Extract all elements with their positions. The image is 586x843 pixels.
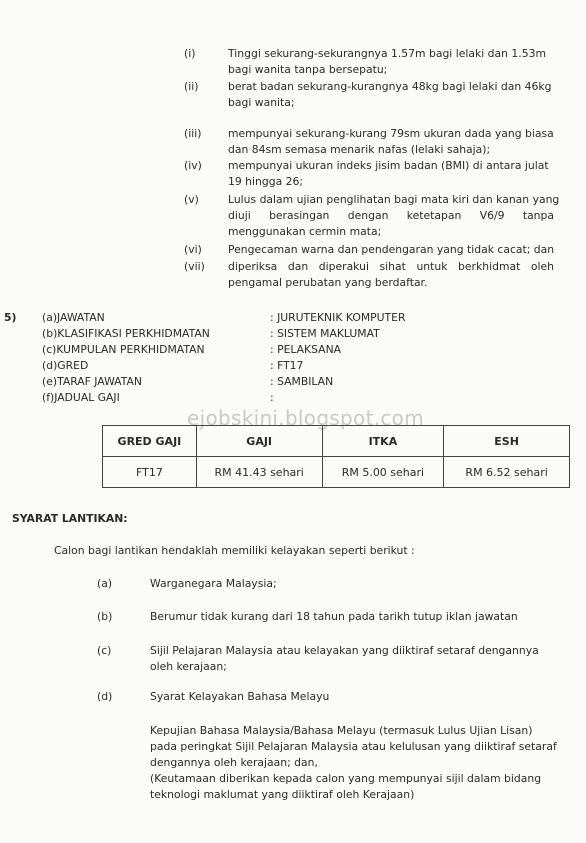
job-field-value: : FT17: [270, 359, 304, 372]
item-number: (b): [97, 610, 113, 623]
item-text-line: Pengecaman warna dan pendengaran yang tidak cacat; dan: [228, 243, 555, 256]
table-header-cell: GRED GAJI: [103, 426, 197, 457]
item-text-line: mempunyai ukuran indeks jisim badan (BMI) di antara julat: [228, 159, 549, 172]
job-field-value: :: [270, 391, 274, 404]
item-number: (iii): [184, 127, 202, 140]
job-field-value: : JURUTEKNIK KOMPUTER: [270, 311, 406, 324]
item-text-line: bagi wanita tanpa bersepatu;: [228, 63, 388, 76]
job-field-value: : SISTEM MAKLUMAT: [270, 327, 380, 340]
job-field-label: (c)KUMPULAN PERKHIDMATAN: [42, 343, 205, 356]
item-text-line: Sijil Pelajaran Malaysia atau kelayakan yang diiktiraf setaraf dengannya: [150, 644, 539, 657]
item-number: (iv): [184, 159, 202, 172]
job-field-label: (e)TARAF JAWATAN: [42, 375, 142, 388]
item-text-line: dan 84sm semasa menarik nafas (lelaki sahaja);: [228, 143, 491, 156]
table-header-row: [103, 426, 570, 457]
item-text-line: bagi wanita;: [228, 96, 295, 109]
item-text-line: Warganegara Malaysia;: [150, 577, 277, 590]
job-field-value: : PELAKSANA: [270, 343, 342, 356]
bm-requirement-line: Kepujian Bahasa Malaysia/Bahasa Melayu (termasuk Lulus Ujian Lisan): [150, 724, 533, 737]
intro-text: Calon bagi lantikan hendaklah memiliki kelayakan seperti berikut :: [54, 544, 415, 557]
item-number: (v): [184, 193, 199, 206]
table-cell: RM 6.52 sehari: [444, 457, 570, 488]
item-number: (vii): [184, 260, 205, 273]
bm-requirement-line: dengannya oleh kerajaan; dan,: [150, 756, 318, 769]
salary-table: [102, 425, 570, 488]
item-number: (ii): [184, 80, 199, 93]
table-header-cell: GAJI: [196, 426, 322, 457]
item-text-line: menggunakan cermin mata;: [228, 225, 382, 238]
item-number: (vi): [184, 243, 202, 256]
table-cell: FT17: [103, 457, 197, 488]
item-text-line: diperiksa dan diperakui sihat untuk berkhidmat oleh: [228, 260, 554, 273]
item-text-line: Tinggi sekurang-sekurangnya 1.57m bagi lelaki dan 1.53m: [228, 47, 546, 60]
bm-requirement-line: (Keutamaan diberikan kepada calon yang mempunyai sijil dalam bidang: [150, 772, 542, 785]
job-field-label: (f)JADUAL GAJI: [42, 391, 120, 404]
bm-requirement-line: pada peringkat Sijil Pelajaran Malaysia atau kelulusan yang diiktiraf setaraf: [150, 740, 557, 753]
item-text-line: 19 hingga 26;: [228, 175, 303, 188]
watermark: ejobskini.blogspot.com: [187, 406, 424, 430]
item-text-line: Lulus dalam ujian penglihatan bagi mata kiri dan kanan yang: [228, 193, 560, 206]
job-field-label: (d)GRED: [42, 359, 89, 372]
item-number: (i): [184, 47, 196, 60]
job-field-label: (a)JAWATAN: [42, 311, 105, 324]
section-heading: SYARAT LANTIKAN:: [12, 512, 128, 525]
item-text-line: pengamal perubatan yang berdaftar.: [228, 276, 428, 289]
item-text-line: diuji berasingan dengan ketetapan V6/9 tanpa: [228, 209, 554, 222]
table-cell: RM 41.43 sehari: [196, 457, 322, 488]
item-text-line: Berumur tidak kurang dari 18 tahun pada tarikh tutup iklan jawatan: [150, 610, 518, 623]
table-header-cell: ESH: [444, 426, 570, 457]
item-text-line: oleh kerajaan;: [150, 660, 227, 673]
item-text-line: berat badan sekurang-kurangnya 48kg bagi lelaki dan 46kg: [228, 80, 552, 93]
item-number: (c): [97, 644, 112, 657]
table-header-cell: ITKA: [322, 426, 444, 457]
item-number: (d): [97, 690, 113, 703]
job-field-value: : SAMBILAN: [270, 375, 334, 388]
item-text-line: Syarat Kelayakan Bahasa Melayu: [150, 690, 330, 703]
item-number: (a): [97, 577, 113, 590]
job-field-label: (b)KLASIFIKASI PERKHIDMATAN: [42, 327, 210, 340]
table-cell: RM 5.00 sehari: [322, 457, 444, 488]
item-text-line: mempunyai sekurang-kurang 79sm ukuran dada yang biasa: [228, 127, 554, 140]
section-number: 5): [4, 311, 17, 324]
table-row: [103, 457, 570, 488]
bm-requirement-line: teknologi maklumat yang diiktiraf oleh Kerajaan): [150, 788, 415, 801]
